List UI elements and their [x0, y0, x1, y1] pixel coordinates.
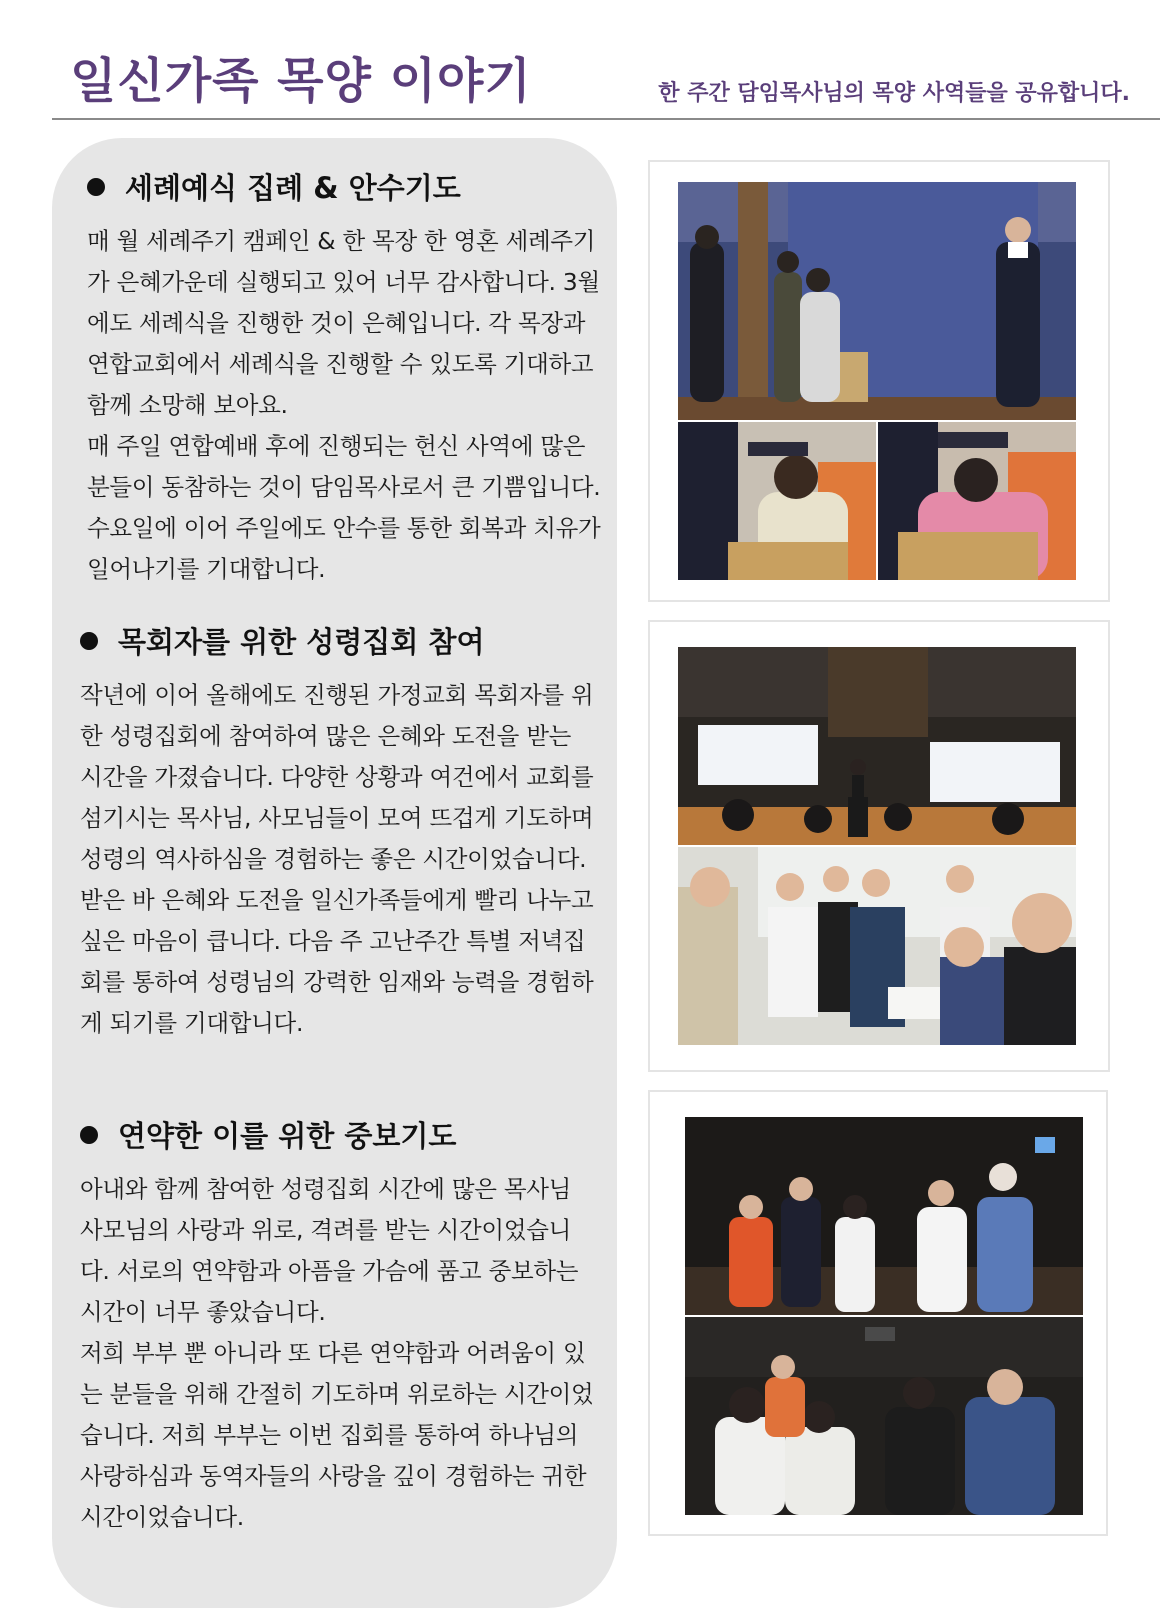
laying-on-hands-photo: [678, 422, 876, 580]
section-paragraph: 아내와 함께 참여한 성령집회 시간에 많은 목사님 사모님의 사랑과 위로, 격려를 받는 시간이었습니다. 서로의 연약함과 아픔을 가슴에 품고 중보하는 시간이 너무 좋았습니다.: [80, 1175, 579, 1326]
bullet-icon: [80, 632, 98, 650]
conference-hall-photo: [678, 647, 1076, 845]
bullet-icon: [80, 1126, 98, 1144]
page-subtitle: 한 주간 담임목사님의 목양 사역들을 공유합니다.: [658, 81, 1130, 106]
header-divider: [52, 118, 1160, 120]
section-paragraph: 매 주일 연합예배 후에 진행되는 헌신 사역에 많은 분들이 동참하는 것이 담임목사로서 큰 기쁨입니다. 수요일에 이어 주일에도 안수를 통한 회복과 치유가 일어나기를 기대합니다.: [87, 432, 601, 583]
section-heading: 세례예식 집례 & 안수기도: [87, 166, 607, 207]
section-conference: [80, 620, 600, 1044]
page-title: 일신가족 목양 이야기: [70, 53, 532, 109]
group-selfie-photo: [678, 847, 1076, 1045]
bullet-icon: [87, 178, 105, 196]
section-heading: 목회자를 위한 성령집회 참여: [80, 620, 600, 661]
section-paragraph: 작년에 이어 올해에도 진행된 가정교회 목회자를 위한 성령집회에 참여하여 많은 은혜와 도전을 받는 시간을 가졌습니다. 다양한 상황과 여건에서 교회를 섬기시는 목사님, 사모님들이 모여 뜨겁게 기도하며 성령의 역사하심을 경험하는 좋은 시간이었습니다.: [80, 681, 594, 873]
section-intercession: [80, 1114, 600, 1538]
baptism-ceremony-photo: [678, 182, 1076, 420]
group-prayer-photo: [685, 1317, 1083, 1515]
section-heading: 연약한 이를 위한 중보기도: [80, 1114, 600, 1155]
section-paragraph: 매 월 세례주기 캠페인 & 한 목장 한 영혼 세례주기가 은혜가운데 실행되고 있어 너무 감사합니다. 3월에도 세례식을 진행한 것이 은혜입니다. 각 목장과 연합교회에서 세례식을 진행할 수 있도록 기대하고 함께 소망해 보아요.: [87, 227, 600, 419]
group-prayer-photo: [685, 1117, 1083, 1315]
laying-on-hands-photo: [878, 422, 1076, 580]
section-paragraph: 저희 부부 뿐 아니라 또 다른 연약함과 어려움이 있는 분들을 위해 간절히 기도하며 위로하는 시간이었습니다. 저희 부부는 이번 집회를 통하여 하나님의 사랑하심과 동역자들의 사랑을 깊이 경험하는 귀한 시간이었습니다.: [80, 1339, 594, 1531]
section-baptism: [87, 166, 607, 590]
section-paragraph: 받은 바 은혜와 도전을 일신가족들에게 빨리 나누고 싶은 마음이 큽니다. 다음 주 고난주간 특별 저녁집회를 통하여 성령님의 강력한 임재와 능력을 경험하게 되기를 기대합니다.: [80, 886, 594, 1037]
